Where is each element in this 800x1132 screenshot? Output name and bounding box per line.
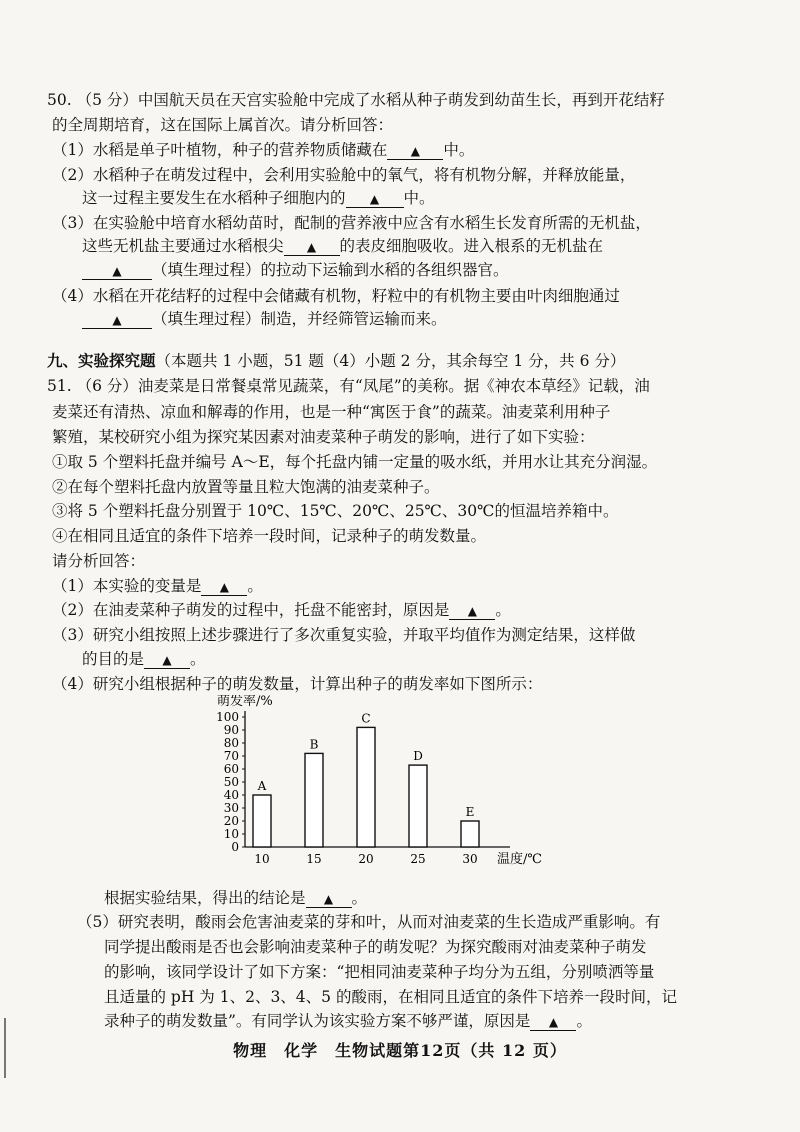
y-tick-label: 50 (223, 775, 239, 789)
q51-conclusion-text: 根据实验结果，得出的结论是 (104, 889, 306, 907)
x-tick-label: 10 (254, 852, 270, 866)
q50-part-2-line-2 (82, 187, 435, 209)
q50-blank-4: ▲ (82, 263, 152, 280)
y-tick-label: 100 (216, 710, 239, 724)
q51-part-1-text: （1）本实验的变量是 (52, 577, 202, 595)
q51-part-5-line-1: （5）研究表明，酸雨会危害油麦菜的芽和叶，从而对油麦菜的生长造成严重影响。有 (77, 913, 661, 931)
y-tick-label: 10 (223, 827, 239, 841)
y-tick-label: 30 (223, 801, 239, 815)
q50-part-1 (52, 139, 474, 161)
q50-intro-line-2: 的全周期培育，这在国际上属首次。请分析回答： (52, 116, 394, 134)
y-tick-label: 60 (223, 762, 239, 776)
section-9-header (47, 350, 625, 372)
q51-part-1-end: 。 (247, 577, 263, 595)
q51-part-5-end: 。 (576, 1012, 592, 1030)
page-footer: 物理 化学 生物试题第12页（共 12 页） (233, 1041, 567, 1060)
q51-part-5-line-5 (104, 1010, 592, 1032)
x-tick-label: 20 (358, 852, 374, 866)
q50-blank-1: ▲ (387, 143, 443, 160)
q51-intro-line-3: 繁殖，某校研究小组为探究某因素对油麦菜种子萌发的影响，进行了如下实验： (52, 428, 595, 446)
q51-blank-1: ▲ (201, 579, 247, 596)
q51-conclusion (104, 887, 367, 909)
x-tick-label: 25 (410, 852, 426, 866)
y-tick-label: 80 (223, 736, 239, 750)
q50-part-3-text: 这些无机盐主要通过水稻根尖 (82, 237, 284, 255)
q51-part-5-line-4: 且适量的 pH 为 1、2、3、4、5 的酸雨，在相同且适宜的条件下培养一段时间，记 (104, 988, 677, 1006)
bar-D (409, 765, 427, 847)
q51-step-2: ②在每个塑料托盘内放置等量且粒大饱满的油麦菜种子。 (52, 478, 440, 496)
q51-blank-3: ▲ (144, 652, 190, 669)
q51-part-1 (52, 575, 263, 597)
q51-part-5-line-3: 的影响，该同学设计了如下方案：“把相同油麦菜种子均分为五组，分别喷洒等量 (104, 963, 655, 981)
q51-part-3-line-1: （3）研究小组按照上述步骤进行了多次重复实验，并取平均值作为测定结果，这样做 (52, 626, 636, 644)
bar-label: D (413, 749, 423, 764)
bar-E (461, 821, 479, 847)
x-tick-label: 30 (462, 852, 478, 866)
y-tick-label: 0 (231, 840, 239, 854)
x-tick-label: 15 (306, 852, 322, 866)
q51-part-3-text: 的目的是 (82, 650, 145, 668)
germination-rate-chart (200, 695, 560, 875)
q50-part-4-line-1: （4）水稻在开花结籽的过程中会储藏有机物，籽粒中的有机物主要由叶肉细胞通过 (52, 287, 620, 305)
q51-part-3-end: 。 (190, 650, 206, 668)
q50-intro-line-1: 50. （5 分）中国航天员在天宫实验舱中完成了水稻从种子萌发到幼苗生长，再到开花结籽 (47, 91, 665, 109)
q50-blank-5: ▲ (82, 312, 152, 329)
y-tick-label: 70 (223, 749, 239, 763)
q50-blank-3: ▲ (284, 239, 340, 256)
q50-part-3-end: （填生理过程）的拉动下运输到水稻的各组织器官。 (152, 261, 509, 279)
q50-part-2-end: 中。 (403, 189, 435, 207)
bar-label: C (361, 711, 371, 726)
y-tick-label: 20 (223, 814, 239, 828)
q51-step-1: ①取 5 个塑料托盘并编号 A～E，每个托盘内铺一定量的吸水纸，并用水让其充分润湿。 (52, 453, 658, 471)
q51-blank-5: ▲ (530, 1014, 576, 1031)
y-tick-label: 40 (223, 788, 239, 802)
q51-step-4: ④在相同且适宜的条件下培养一段时间，记录种子的萌发数量。 (52, 527, 487, 545)
bar-B (305, 753, 323, 847)
q51-ask: 请分析回答： (52, 552, 146, 570)
q50-blank-2: ▲ (346, 191, 404, 208)
q51-part-2 (52, 599, 511, 621)
q50-part-3-line-3 (82, 259, 509, 281)
q50-part-2-line-1: （2）水稻种子在萌发过程中，会利用实验舱中的氧气，将有机物分解，并释放能量， (52, 166, 636, 184)
q50-part-3-line-1: （3）在实验舱中培育水稻幼苗时，配制的营养液中应含有水稻生长发育所需的无机盐， (52, 214, 651, 232)
bar-A (253, 795, 271, 847)
q51-part-2-text: （2）在油麦菜种子萌发的过程中，托盘不能密封，原因是 (52, 601, 450, 619)
q50-part-2-text: 这一过程主要发生在水稻种子细胞内的 (82, 189, 346, 207)
bar-label: B (309, 737, 319, 752)
y-axis-label: 萌发率/% (217, 695, 273, 709)
bar-label: E (465, 805, 475, 819)
q51-blank-4: ▲ (306, 891, 352, 908)
q51-part-3-line-2 (82, 648, 206, 670)
section-9-note: （本题共 1 小题，51 题（4）小题 2 分，其余每空 1 分，共 6 分） (155, 352, 626, 370)
section-9-title: 九、实验探究题 (47, 351, 156, 370)
q51-part-5-text: 录种子的萌发数量”。有同学认为该实验方案不够严谨，原因是 (104, 1012, 531, 1030)
q51-blank-2: ▲ (449, 603, 495, 620)
q50-part-1-text: （1）水稻是单子叶植物，种子的营养物质储藏在 (52, 141, 388, 159)
y-tick-label: 90 (223, 723, 239, 737)
q51-conclusion-end: 。 (351, 889, 368, 907)
q51-part-2-end: 。 (495, 601, 511, 619)
q51-intro-line-2: 麦菜还有清热、凉血和解毒的作用，也是一种“寓医于食”的蔬菜。油麦菜利用种子 (52, 403, 611, 421)
q50-part-3-cont: 的表皮细胞吸收。进入根系的无机盐在 (339, 237, 604, 255)
bar-C (357, 727, 375, 847)
q50-part-1-end: 中。 (443, 141, 475, 159)
q51-part-4: （4）研究小组根据种子的萌发数量，计算出种子的萌发率如下图所示： (52, 675, 543, 693)
q51-step-3: ③将 5 个塑料托盘分别置于 10℃、15℃、20℃、25℃、30℃的恒温培养箱中。 (52, 502, 619, 520)
x-axis-label: 温度/℃ (497, 852, 542, 867)
q51-intro-line-1: 51. （6 分）油麦菜是日常餐桌常见蔬菜，有“凤尾”的美称。据《神农本草经》记载，油 (47, 377, 650, 395)
q51-part-5-line-2: 同学提出酸雨是否也会影响油麦菜种子的萌发呢？为探究酸雨对油麦菜种子萌发 (104, 938, 647, 956)
q50-part-4-end: （填生理过程）制造，并经筛管运输而来。 (152, 310, 447, 328)
q50-part-3-line-2 (82, 235, 603, 257)
bar-label: A (257, 779, 267, 793)
q50-part-4-line-2 (82, 308, 447, 330)
